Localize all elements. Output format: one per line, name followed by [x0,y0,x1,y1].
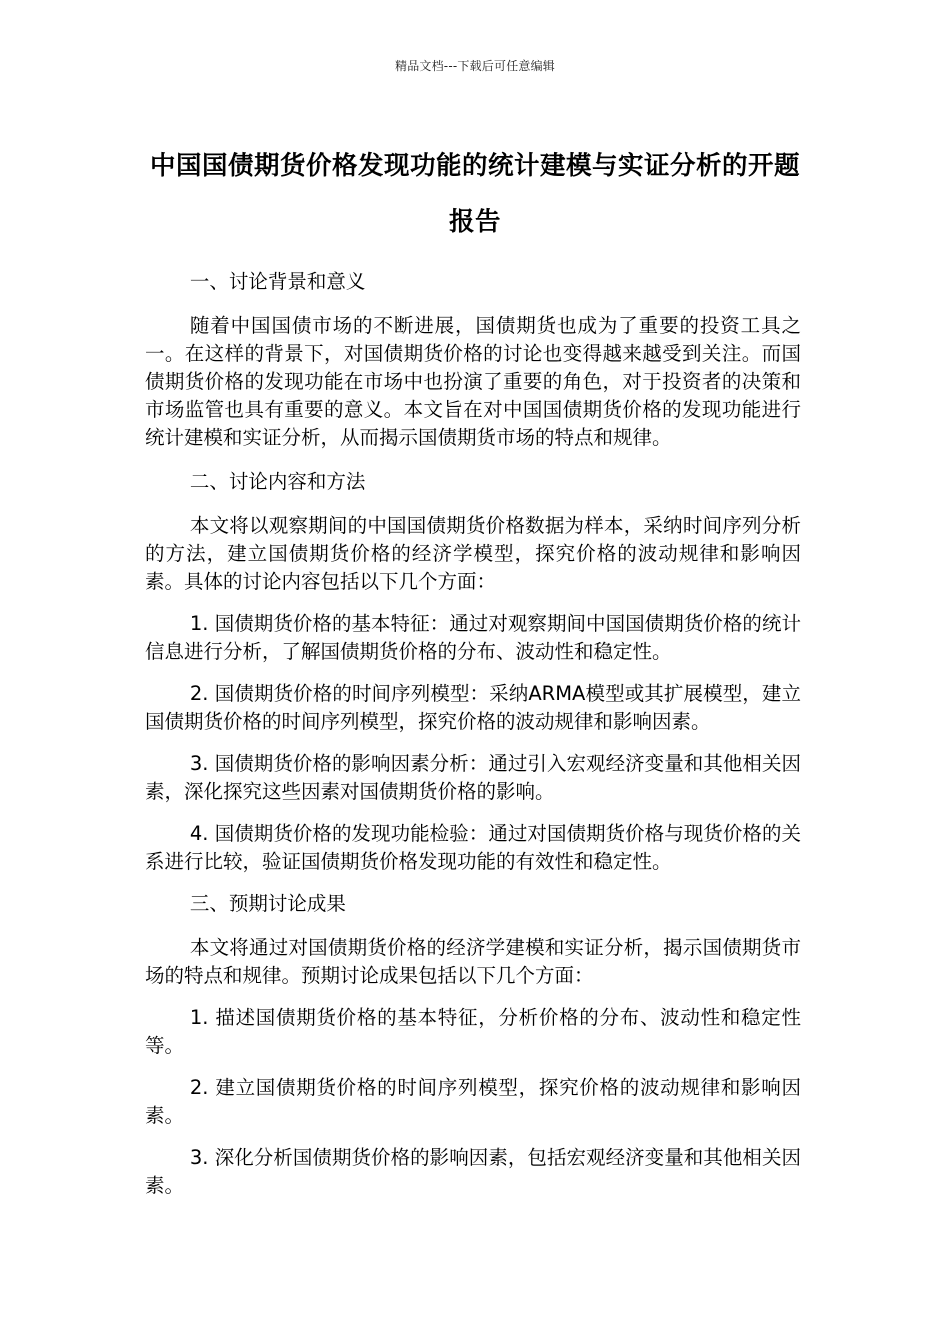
list-item: 4. 国债期货价格的发现功能检验：通过对国债期货价格与现货价格的关系进行比较，验证国债期货价格发现功能的有效性和稳定性。 [145,822,801,873]
list-item: 2. 建立国债期货价格的时间序列模型，探究价格的波动规律和影响因素。 [145,1076,801,1127]
document-title: 中国国债期货价格发现功能的统计建模与实证分析的开题报告 [149,151,800,237]
list-item: 3. 深化分析国债期货价格的影响因素，包括宏观经济变量和其他相关因素。 [145,1146,801,1197]
list-item: 1. 国债期货价格的基本特征：通过对观察期间中国国债期货价格的统计信息进行分析，了解国债期货价格的分布、波动性和稳定性。 [145,612,801,663]
list-item: 3. 国债期货价格的影响因素分析：通过引入宏观经济变量和其他相关因素，深化探究这些因素对国债期货价格的影响。 [145,752,801,803]
list-item: 1. 描述国债期货价格的基本特征，分析价格的分布、波动性和稳定性等。 [145,1006,801,1057]
paragraph-content-method: 本文将以观察期间的中国国债期货价格数据为样本，采纳时间序列分析的方法，建立国债期货价格的经济学模型，探究价格的波动规律和影响因素。具体的讨论内容包括以下几个方面： [145,514,801,593]
section-heading-expected-results: 三、预期讨论成果 [189,892,346,915]
paragraph-expected-results: 本文将通过对国债期货价格的经济学建模和实证分析，揭示国债期货市场的特点和规律。预期讨论成果包括以下几个方面： [145,936,801,987]
section-heading-background: 一、讨论背景和意义 [189,270,366,293]
list-item: 2. 国债期货价格的时间序列模型：采纳ARMA模型或其扩展模型，建立国债期货价格的时间序列模型，探究价格的波动规律和影响因素。 [145,682,801,733]
section-heading-content-method: 二、讨论内容和方法 [189,470,366,493]
header-note: 精品文档---下载后可任意编辑 [395,59,555,73]
paragraph-background: 随着中国国债市场的不断进展，国债期货也成为了重要的投资工具之一。在这样的背景下，对国债期货价格的讨论也变得越来越受到关注。而国债期货价格的发现功能在市场中也扮演了重要的角色，对于投资者的决策和市场监管也具有重要的意义。本文旨在对中国国债期货价格的发现功能进行统计建模和实证分析，从而揭示国债期货市场的特点和规律。 [145,314,801,449]
document-body [145,268,801,1214]
